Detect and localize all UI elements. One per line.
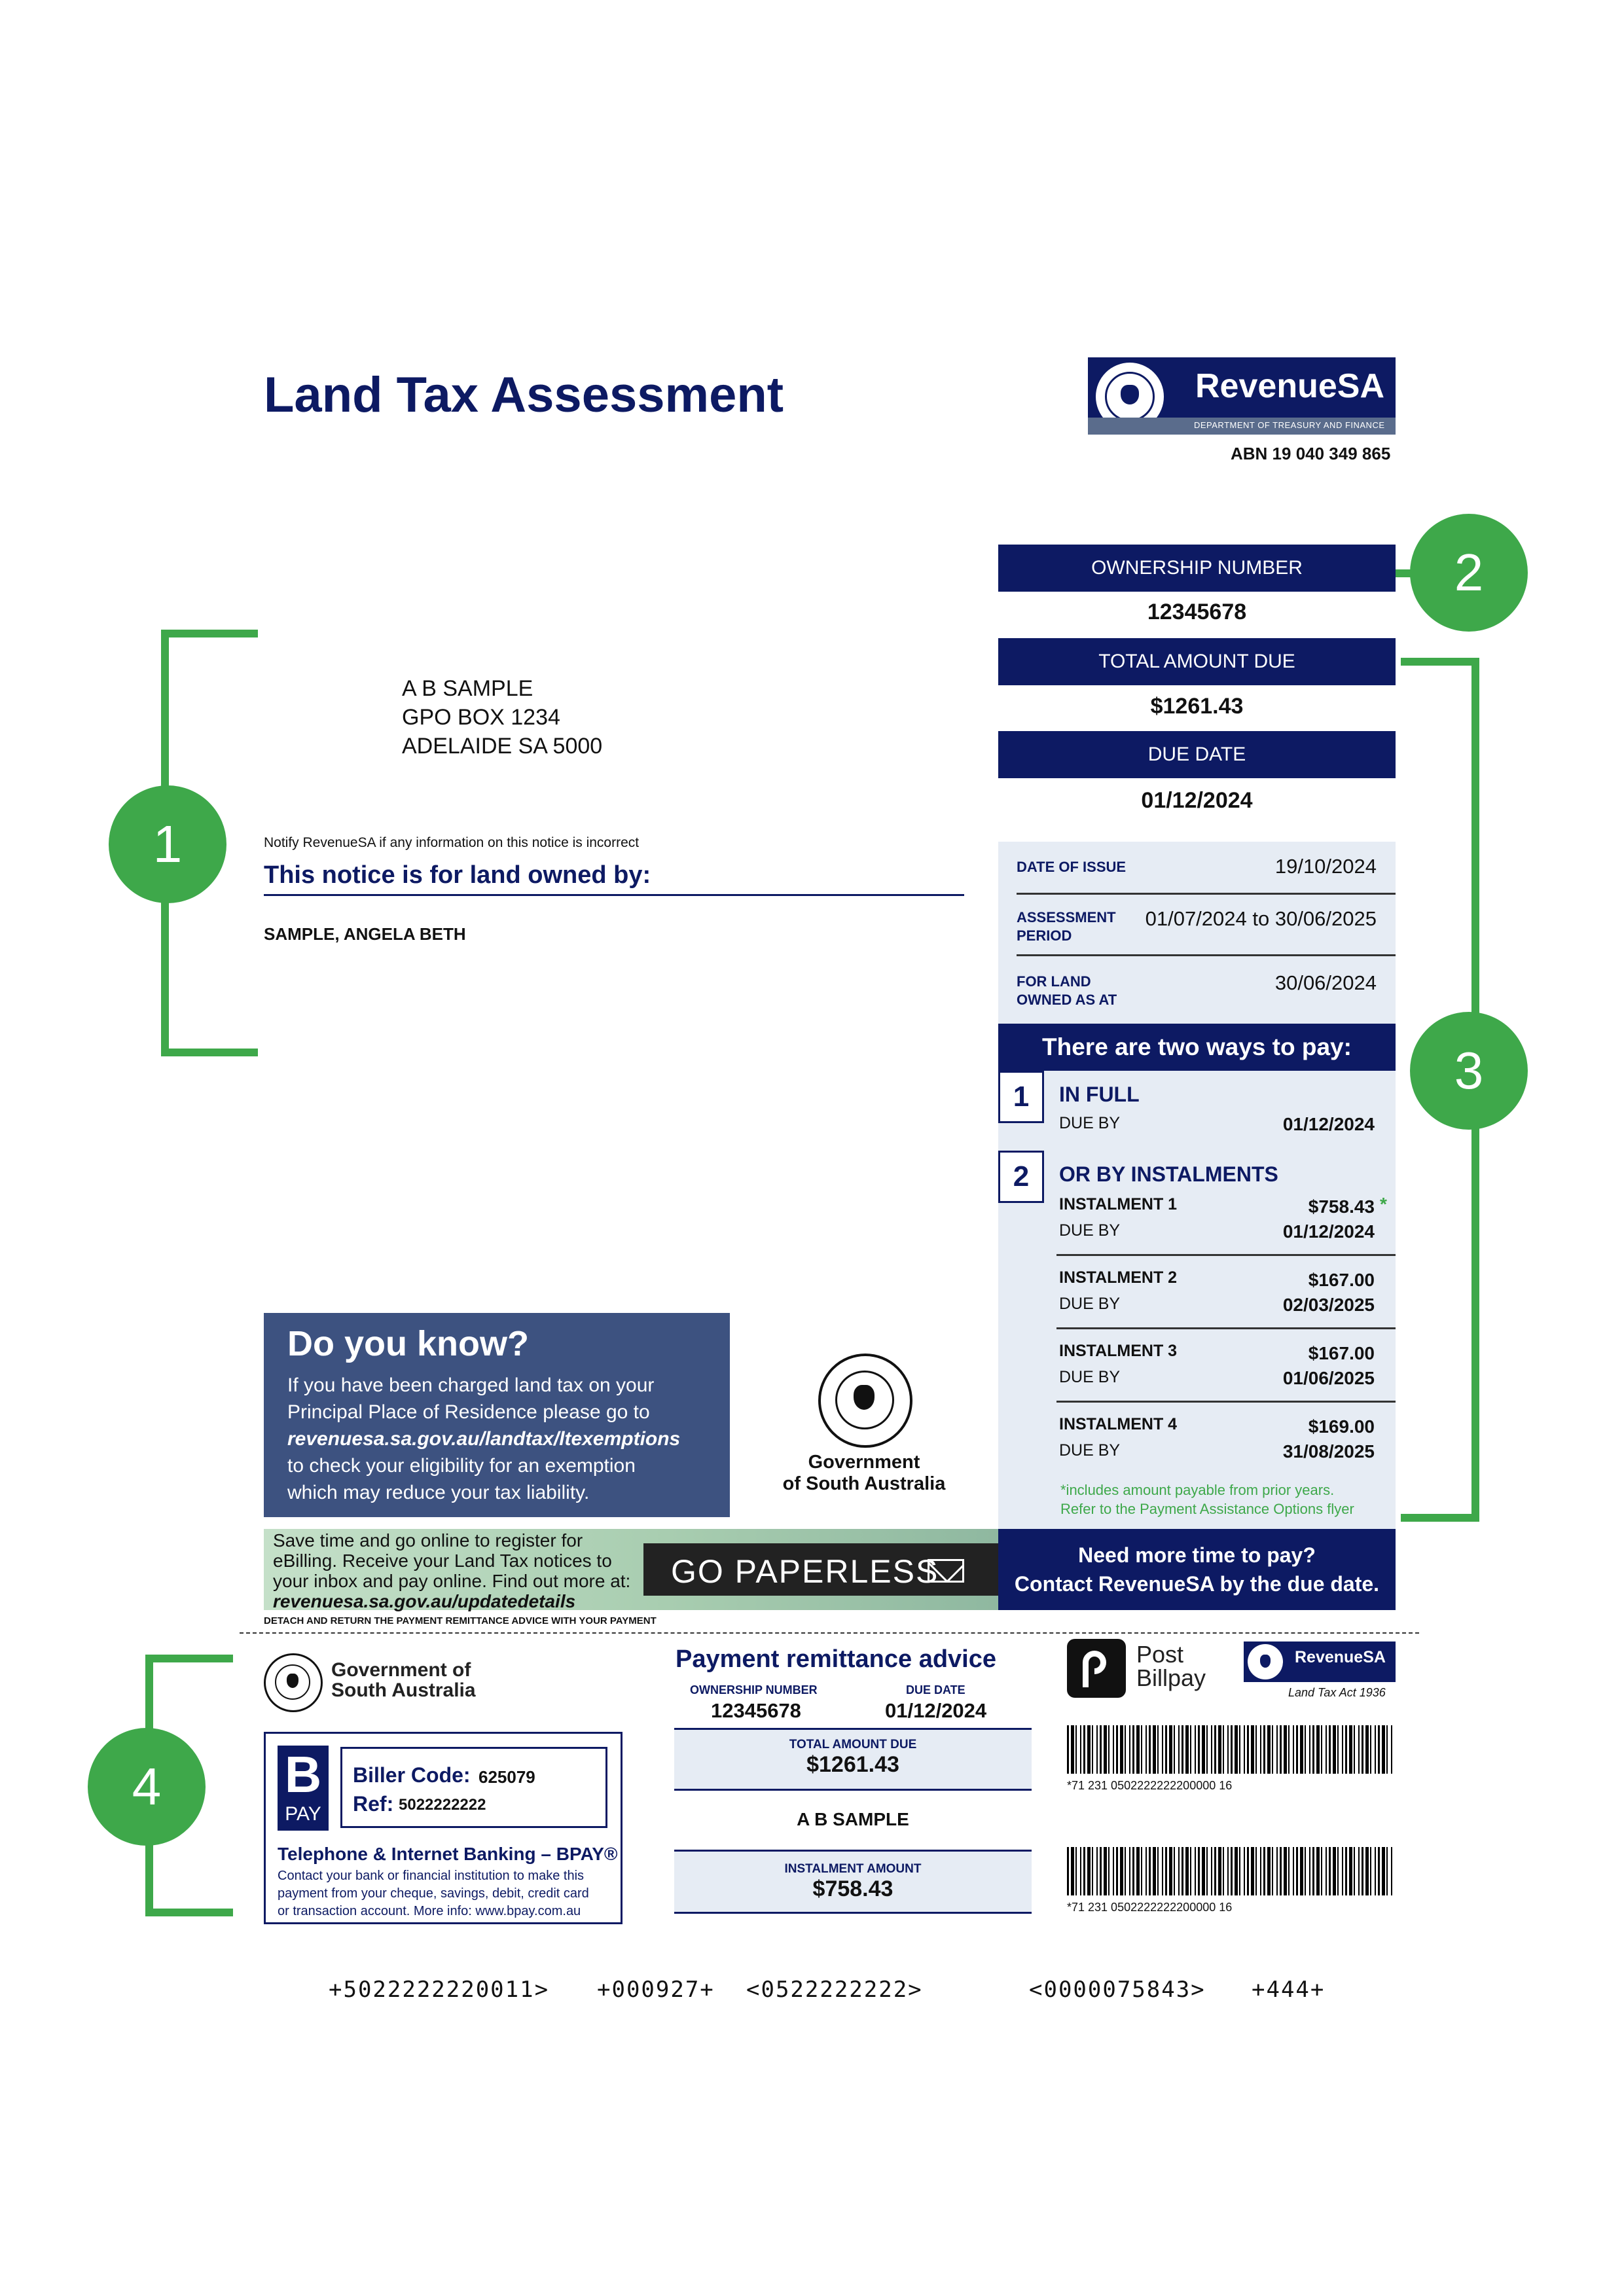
gov-sa-line: of South Australia [782, 1473, 946, 1494]
marker-3-bracket [1401, 1514, 1479, 1522]
paperless-text [273, 1530, 630, 1611]
do-you-know-line: Principal Place of Residence please go to [287, 1401, 650, 1423]
exemptions-link[interactable]: revenuesa.sa.gov.au/landtax/ltexemptions [287, 1428, 681, 1450]
owned-as-at-label-line: FOR LAND [1017, 973, 1091, 990]
go-paperless-button[interactable] [643, 1543, 998, 1596]
instalment-1-label: INSTALMENT 1 [1059, 1195, 1178, 1213]
remit-due-label: DUE DATE [906, 1683, 965, 1696]
mailing-address [402, 674, 602, 761]
assessment-period-label [1017, 908, 1116, 945]
bpay-text-line: or transaction account. More info: www.bpay.com.au [278, 1904, 581, 1918]
revenuesa-logo [1088, 357, 1396, 435]
update-details-link[interactable]: revenuesa.sa.gov.au/updatedetails [273, 1591, 576, 1611]
instalment-2-label: INSTALMENT 2 [1059, 1268, 1178, 1287]
bpay-logo [278, 1746, 329, 1831]
do-you-know-line: which may reduce your tax liability. [287, 1482, 590, 1503]
instalment-3-label: INSTALMENT 3 [1059, 1342, 1178, 1360]
assessment-period-label-line: PERIOD [1017, 927, 1072, 944]
gov-sa-seal-icon [818, 1354, 912, 1448]
option-1-due-label: DUE BY [1059, 1114, 1121, 1132]
footnote-line: *includes amount payable from prior years. [1060, 1482, 1335, 1498]
option-1-number: 1 [998, 1071, 1044, 1123]
ways-to-pay-heading: There are two ways to pay: [1042, 1033, 1352, 1060]
do-you-know-text [287, 1372, 680, 1506]
remit-revenuesa-wordmark: RevenueSA [1295, 1648, 1386, 1666]
barcode-1-text: *71 231 0502222222200000 16 [1067, 1779, 1233, 1792]
marker-3-bracket [1401, 658, 1479, 666]
barcode-1 [1067, 1725, 1394, 1774]
marker-4-bracket [145, 1909, 233, 1916]
instalment-divider [1056, 1254, 1396, 1256]
instalment-4-amount: $169.00 [1308, 1416, 1375, 1437]
owned-as-at-value: 30/06/2024 [1274, 971, 1377, 994]
dept-name: DEPARTMENT OF TREASURY AND FINANCE [1194, 420, 1385, 430]
address-line: GPO BOX 1234 [402, 705, 560, 730]
date-of-issue-label: DATE OF ISSUE [1017, 859, 1127, 875]
instalment-3-due-label: DUE BY [1059, 1368, 1121, 1386]
remit-revenuesa-logo [1244, 1641, 1396, 1682]
owned-as-at-label [1017, 973, 1117, 1009]
instalment-1-due-date: 01/12/2024 [1282, 1221, 1375, 1242]
envelope-icon [928, 1559, 964, 1583]
bpay-logo-b: B [284, 1746, 322, 1803]
remittance-heading: Payment remittance advice [676, 1645, 997, 1673]
instalment-4-label: INSTALMENT 4 [1059, 1415, 1178, 1433]
marker-3: 3 [1410, 1012, 1528, 1130]
owned-by-heading: This notice is for land owned by: [264, 861, 651, 889]
instalment-1-asterisk: * [1380, 1194, 1387, 1214]
remit-total-value: $1261.43 [806, 1752, 899, 1777]
ways-to-pay-header [998, 1024, 1396, 1071]
remit-total-label: TOTAL AMOUNT DUE [789, 1738, 917, 1751]
option-1-title: IN FULL [1059, 1083, 1140, 1106]
bpay-logo-pay: PAY [285, 1803, 321, 1825]
ownership-number-header [998, 545, 1396, 592]
total-amount-header [998, 638, 1396, 685]
marker-1-bracket [161, 1049, 258, 1056]
owner-name: SAMPLE, ANGELA BETH [264, 924, 466, 944]
remit-instalment-label: INSTALMENT AMOUNT [784, 1862, 922, 1876]
paperless-line: your inbox and pay online. Find out more at: [273, 1571, 631, 1591]
biller-code-label: Biller Code: [353, 1763, 471, 1787]
paperless-line: eBilling. Receive your Land Tax notices to [273, 1551, 612, 1571]
page-title: Land Tax Assessment [264, 367, 784, 423]
paperless-line: Save time and go online to register for [273, 1530, 583, 1551]
option-1-due-date: 01/12/2024 [1282, 1114, 1375, 1134]
ref-label: Ref: [353, 1792, 394, 1816]
gov-sa-line: Government [808, 1452, 920, 1473]
post-billpay-icon [1067, 1639, 1126, 1698]
instalment-4-due-label: DUE BY [1059, 1441, 1121, 1460]
instalment-2-due-date: 02/03/2025 [1282, 1295, 1375, 1315]
details-divider [1017, 893, 1396, 895]
due-date-header [998, 731, 1396, 778]
biller-code-value: 625079 [478, 1767, 535, 1787]
ownership-number-value: 12345678 [1147, 600, 1247, 624]
bpay-heading: Telephone & Internet Banking – BPAY® [278, 1844, 618, 1864]
total-amount-value: $1261.43 [1150, 694, 1244, 719]
option-2-number: 2 [998, 1151, 1044, 1203]
marker-4-bracket [145, 1655, 233, 1662]
biller-box [340, 1747, 607, 1828]
seal-icon [1248, 1644, 1283, 1679]
total-amount-label: TOTAL AMOUNT DUE [1098, 651, 1295, 672]
assessment-period-label-line: ASSESSMENT [1017, 909, 1116, 925]
remit-gov-line: Government of [331, 1659, 471, 1681]
detach-instruction: DETACH AND RETURN THE PAYMENT REMITTANCE ADVICE WITH YOUR PAYMENT [264, 1615, 657, 1626]
assessment-period-value: 01/07/2024 to 30/06/2025 [1145, 907, 1377, 930]
remit-payer-name: A B SAMPLE [797, 1809, 909, 1829]
remit-gov-seal-icon [264, 1653, 323, 1712]
abn: ABN 19 040 349 865 [1231, 444, 1391, 463]
ownership-number-label: OWNERSHIP NUMBER [1091, 557, 1303, 579]
instalment-1-amount: $758.43 [1308, 1196, 1375, 1217]
bpay-box [264, 1732, 623, 1924]
post-billpay-line: Post [1136, 1641, 1184, 1668]
remit-instalment-value: $758.43 [812, 1876, 893, 1901]
micr-field: <0522222222> [746, 1977, 923, 2003]
instalment-2-due-label: DUE BY [1059, 1295, 1121, 1313]
option-2-title: OR BY INSTALMENTS [1059, 1162, 1278, 1186]
bpay-text-line: payment from your cheque, savings, debit, credit card [278, 1886, 589, 1901]
micr-field: <0000075843> [1029, 1977, 1206, 2003]
instalment-3-amount: $167.00 [1308, 1343, 1375, 1363]
post-billpay-text [1136, 1643, 1206, 1690]
revenuesa-wordmark: RevenueSA [1195, 367, 1384, 405]
remit-ownership-label: OWNERSHIP NUMBER [690, 1683, 818, 1696]
micr-field: +444+ [1252, 1977, 1326, 2003]
details-divider [1017, 954, 1396, 956]
do-you-know-line: If you have been charged land tax on your [287, 1374, 655, 1396]
remit-gov-line: South Australia [331, 1679, 476, 1701]
address-line: ADELAIDE SA 5000 [402, 734, 603, 759]
paperless-banner [264, 1529, 998, 1610]
owned-by-rule [264, 894, 964, 896]
instalment-3-due-date: 01/06/2025 [1282, 1368, 1375, 1388]
due-date-value: 01/12/2024 [1141, 788, 1253, 813]
date-of-issue-value: 19/10/2024 [1274, 855, 1377, 878]
due-date-label: DUE DATE [1147, 744, 1246, 765]
remit-gov-text [331, 1660, 476, 1700]
instalment-4-due-date: 31/08/2025 [1282, 1441, 1375, 1462]
post-billpay-line: Billpay [1136, 1664, 1206, 1691]
do-you-know-box [264, 1313, 730, 1517]
remit-due-value: 01/12/2024 [885, 1699, 987, 1722]
land-tax-act: Land Tax Act 1936 [1288, 1686, 1386, 1699]
detach-dashed-line [240, 1632, 1419, 1634]
marker-1: 1 [109, 785, 226, 903]
need-more-time-box [998, 1529, 1396, 1610]
marker-1-bracket [161, 630, 258, 637]
footnote [1060, 1480, 1354, 1518]
instalment-divider [1056, 1401, 1396, 1403]
instalment-2-amount: $167.00 [1308, 1270, 1375, 1290]
go-paperless-label: GO PAPERLESS [671, 1553, 939, 1590]
do-you-know-line: to check your eligibility for an exemption [287, 1455, 636, 1477]
bpay-text-line: Contact your bank or financial institution to make this [278, 1869, 585, 1883]
do-you-know-title: Do you know? [287, 1324, 529, 1363]
marker-4: 4 [88, 1728, 206, 1846]
marker-2: 2 [1410, 514, 1528, 632]
barcode-2-text: *71 231 0502222222200000 16 [1067, 1901, 1233, 1914]
micr-field: +5022222220011> [329, 1977, 550, 2003]
remit-instalment-box [674, 1850, 1032, 1914]
barcode-2 [1067, 1847, 1394, 1895]
owned-as-at-label-line: OWNED AS AT [1017, 992, 1117, 1008]
address-line: A B SAMPLE [402, 676, 533, 701]
notify-text: Notify RevenueSA if any information on this notice is incorrect [264, 835, 640, 850]
instalment-divider [1056, 1327, 1396, 1329]
need-more-time-line: Need more time to pay? [1078, 1543, 1316, 1567]
remit-ownership-value: 12345678 [711, 1699, 801, 1722]
footnote-line: Refer to the Payment Assistance Options flyer [1060, 1501, 1354, 1517]
remit-total-box [674, 1728, 1032, 1791]
gov-sa-text [759, 1452, 969, 1495]
micr-field: +000927+ [597, 1977, 715, 2003]
need-more-time-line: Contact RevenueSA by the due date. [1014, 1572, 1380, 1596]
ref-value: 5022222222 [399, 1796, 486, 1814]
instalment-1-due-label: DUE BY [1059, 1221, 1121, 1240]
bpay-text [278, 1867, 589, 1920]
